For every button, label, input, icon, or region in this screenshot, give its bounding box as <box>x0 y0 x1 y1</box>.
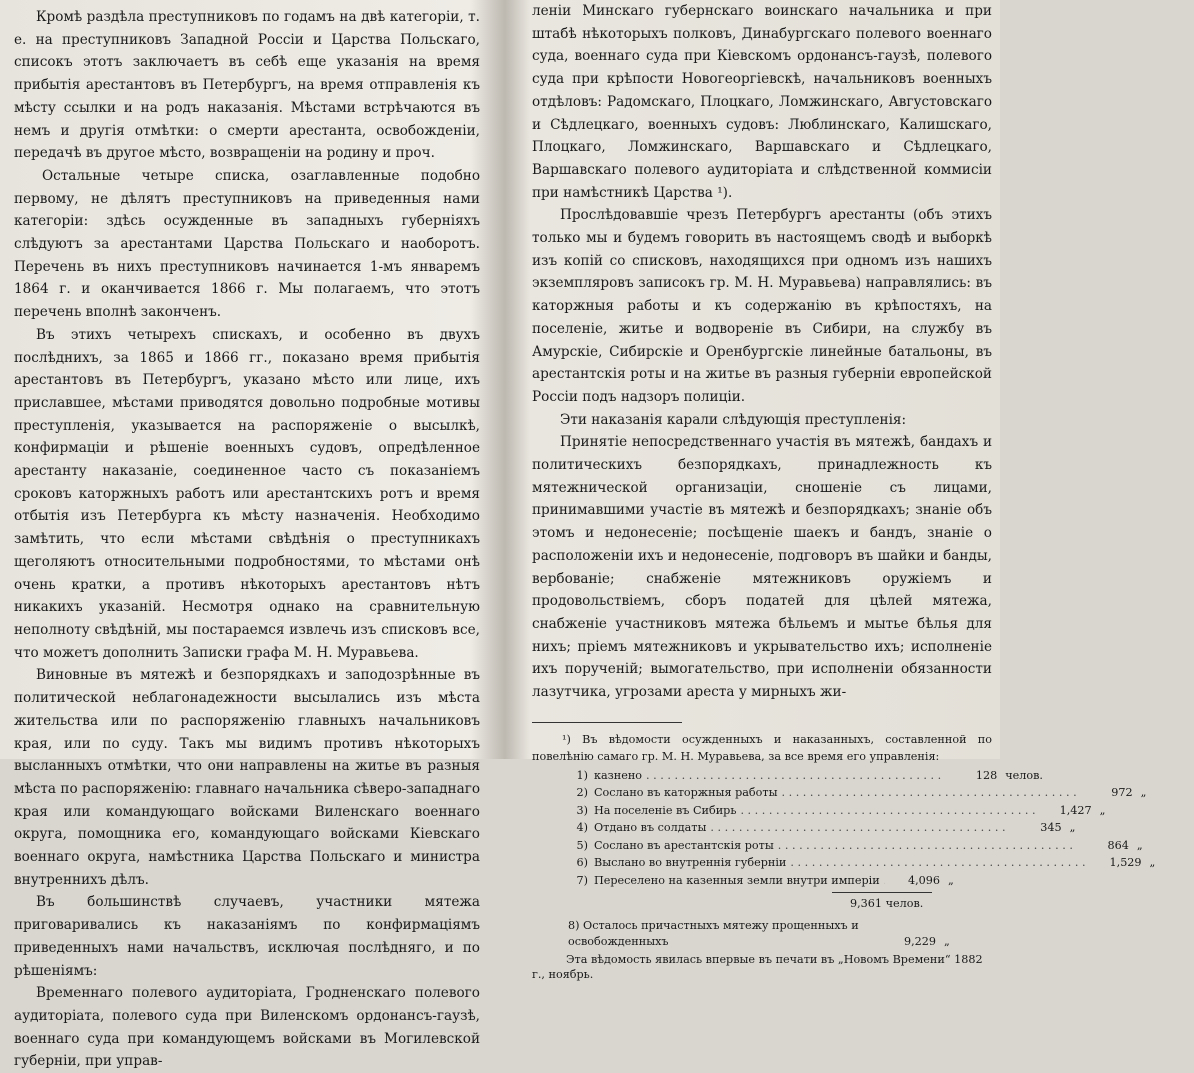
row-unit: „ <box>1129 837 1181 855</box>
footnote-row <box>532 872 992 890</box>
paragraph: Остальные четыре списка, озаглавленные подобно первому, не дѣлятъ преступниковъ на приведенныя нами категоріи: здѣсь осужденные въ западныхъ губерніяхъ слѣдуютъ за арестантами Царства Польскаго и наоборотъ. Перечень въ нихъ преступниковъ начинается 1-мъ январемъ 1864 г. и оканчивается 1866 г. Мы полагаемъ, что этотъ перечень вполнѣ законченъ. <box>14 165 480 324</box>
row-label: На поселеніе въ Сибирь <box>594 802 736 820</box>
sum-rule <box>832 892 932 893</box>
row-number: 7) <box>532 872 594 890</box>
row-number: 4) <box>532 819 594 837</box>
row-number: 3) <box>532 802 594 820</box>
row-unit: „ <box>1133 784 1185 802</box>
paragraph: леніи Минскаго губернскаго воинскаго начальника и при штабѣ нѣкоторыхъ полковъ, Динабургскаго полевого военнаго суда, военнаго суда при Кіевскомъ ордонансъ-гаузѣ, полевого суда при крѣпости Новогеоргіевскѣ, начальниковъ военныхъ отдѣловъ: Радомскаго, Плоцкаго, Ломжинскаго, Августовскаго и Сѣдлецкаго, военныхъ судовъ: Люблинскаго, Калишскаго, Плоцкаго, Ломжинскаго, Варшавскаго и Сѣдлецкаго, Варшавскаго полевого аудиторіата и слѣдственной коммисіи при намѣстникѣ Царства ¹). <box>532 0 992 204</box>
footnote-row <box>532 837 992 855</box>
footnote-row-8 <box>532 918 992 950</box>
row-label: Выслано во внутреннія губерніи <box>594 854 786 872</box>
row-unit: „ <box>1092 802 1144 820</box>
paragraph: Кромѣ раздѣла преступниковъ по годамъ на двѣ категоріи, т. е. на преступниковъ Западной Россіи и Царства Польскаго, списокъ этотъ заключаетъ въ себѣ еще указанія на время прибытія арестантовъ въ Петербургъ, на время отправленія къ мѣсту ссылки и на родъ наказанія. Мѣстами встрѣчаются въ немъ и другія отмѣтки: о смерти арестанта, освобожденіи, передачѣ въ другое мѣсто, возвращеніи на родину и проч. <box>14 6 480 165</box>
footnote-row <box>532 802 992 820</box>
row-label: 8) Осталось причастныхъ мятежу прощенныхъ и освобожденныхъ <box>532 918 884 950</box>
row-value: 1,427 <box>1040 802 1092 820</box>
row-number: 5) <box>532 837 594 855</box>
footnote-row <box>532 854 992 872</box>
row-value: 345 <box>1010 819 1062 837</box>
left-page <box>8 0 484 759</box>
leader-dots <box>710 819 1005 837</box>
footnote-row <box>532 819 992 837</box>
footnote <box>532 731 992 983</box>
footnote-intro: ¹) Въ вѣдомости осужденныхъ и наказанныхъ, составленной по повелѣнію самаго гр. М. Н. Муравьева, за все время его управленія: <box>532 731 992 765</box>
paragraph: Виновные въ мятежѣ и безпорядкахъ и заподозрѣнные въ политической неблагонадежности высылались изъ мѣста жительства или по распоряженію главныхъ начальниковъ края, или по суду. Такъ мы видимъ противъ нѣкоторыхъ высланныхъ отмѣтки, что они направлены на житье въ разныя мѣста по распоряженію: главнаго начальника сѣверо-западнаго края или командующаго войсками Виленскаго военнаго округа, помощника его, командующаго войсками Кіевскаго военнаго округа, намѣстника Царства Польскаго и министра внутреннихъ дѣлъ. <box>14 664 480 891</box>
footnote-row <box>532 784 992 802</box>
row-label: Сослано въ арестантскія роты <box>594 837 774 855</box>
row-value: 9,229 <box>884 934 936 950</box>
row-label: Сослано въ каторжныя работы <box>594 784 777 802</box>
row-unit: „ <box>936 934 950 950</box>
row-number: 1) <box>532 767 594 785</box>
row-label: казнено <box>594 767 642 785</box>
leader-dots <box>790 854 1085 872</box>
row-unit: „ <box>940 872 992 890</box>
leader-dots <box>740 802 1035 820</box>
paragraph: Въ большинствѣ случаевъ, участники мятежа приговаривались къ наказаніямъ по конфирмаціямъ приведенныхъ нами начальствъ, исключая послѣдняго, и по рѣшеніямъ: <box>14 891 480 982</box>
paragraph: Въ этихъ четырехъ спискахъ, и особенно въ двухъ послѣднихъ, за 1865 и 1866 гг., показано время прибытія арестантовъ въ Петербургъ, указано мѣсто или лице, ихъ приславшее, мѣстами приводятся довольно подробные мотивы преступленія, указывается на распоряженіе о высылкѣ, конфирмаціи и рѣшеніе военныхъ судовъ, опредѣленное арестанту наказаніе, соединенное часто съ показаніемъ сроковъ каторжныхъ работъ или арестантскихъ ротъ и время отбытія изъ Петербурга къ мѣсту назначенія. Необходимо замѣтить, что если мѣстами свѣдѣнія о преступникахъ щеголяютъ относительными подробностями, то мѣстами онѣ очень кратки, а противъ нѣкоторыхъ арестантовъ нѣтъ никакихъ указаній. Несмотря однако на сравнительную неполноту свѣдѣній, мы постараемся извлечь изъ списковъ все, что можетъ дополнить Записки графа М. Н. Муравьева. <box>14 324 480 665</box>
row-label: Отдано въ солдаты <box>594 819 706 837</box>
row-unit: „ <box>1142 854 1194 872</box>
row-label: Переселено на казенныя земли внутри имперіи <box>594 872 880 890</box>
footnote-closing: Эта вѣдомость явилась впервые въ печати въ „Новомъ Времени“ 1882 г., ноябрь. <box>532 952 992 982</box>
leader-dots <box>646 767 941 785</box>
paragraph: Принятіе непосредственнаго участія въ мятежѣ, бандахъ и политическихъ безпорядкахъ, принадлежность къ мятежнической организаціи, сношеніе съ лицами, принимавшими участіе въ мятежѣ и безпорядкахъ; знаніе объ этомъ и недонесеніе; посѣщеніе шаекъ и бандъ, знаніе о расположеніи ихъ и недонесеніе, подговоръ въ шайки и банды, вербованіе; снабженіе мятежниковъ оружіемъ и продовольствіемъ, сборъ податей для цѣлей мятежа, снабженіе участниковъ мятежа бѣльемъ и мытье бѣлья для нихъ; пріемъ мятежниковъ и укрывательство ихъ; исполненіе ихъ порученій; вымогательство, при исполненіи обязанности лазутчика, угрозами ареста у мирныхъ жи- <box>532 431 992 703</box>
row-value: 972 <box>1081 784 1133 802</box>
footnote-table <box>532 767 992 890</box>
row-unit: челов. <box>997 767 1049 785</box>
row-number: 2) <box>532 784 594 802</box>
row-value: 128 <box>945 767 997 785</box>
footnote-total: 9,361 челов. <box>532 895 992 912</box>
row-number: 6) <box>532 854 594 872</box>
right-page <box>528 0 998 759</box>
row-value: 4,096 <box>888 872 940 890</box>
paragraph: Временнаго полевого аудиторіата, Гродненскаго полевого аудиторіата, полевого суда при Виленскомъ ордонансъ-гаузѣ, военнаго суда при командующемъ войсками въ Могилевской губерніи, при управ- <box>14 982 480 1073</box>
paragraph: Прослѣдовавшіе чрезъ Петербургъ арестанты (объ этихъ только мы и будемъ говорить въ настоящемъ сводѣ и выборкѣ изъ копій со списковъ, находящихся при одномъ изъ нашихъ экземпляровъ записокъ гр. М. Н. Муравьева) направлялись: въ каторжныя работы и къ содержанію въ крѣпостяхъ, на поселеніе, житье и водвореніе въ Сибири, на службу въ Амурскіе, Сибирскіе и Оренбургскіе линейные батальоны, въ арестантскія роты и на житье въ разныя губерніи европейской Россіи подъ надзоръ полиціи. <box>532 204 992 408</box>
row-unit: „ <box>1062 819 1114 837</box>
paragraph: Эти наказанія карали слѣдующія преступленія: <box>532 409 992 432</box>
footnote-divider <box>532 722 682 723</box>
footnote-row <box>532 767 992 785</box>
row-value: 1,529 <box>1090 854 1142 872</box>
leader-dots <box>778 837 1073 855</box>
leader-dots <box>781 784 1076 802</box>
row-value: 864 <box>1077 837 1129 855</box>
